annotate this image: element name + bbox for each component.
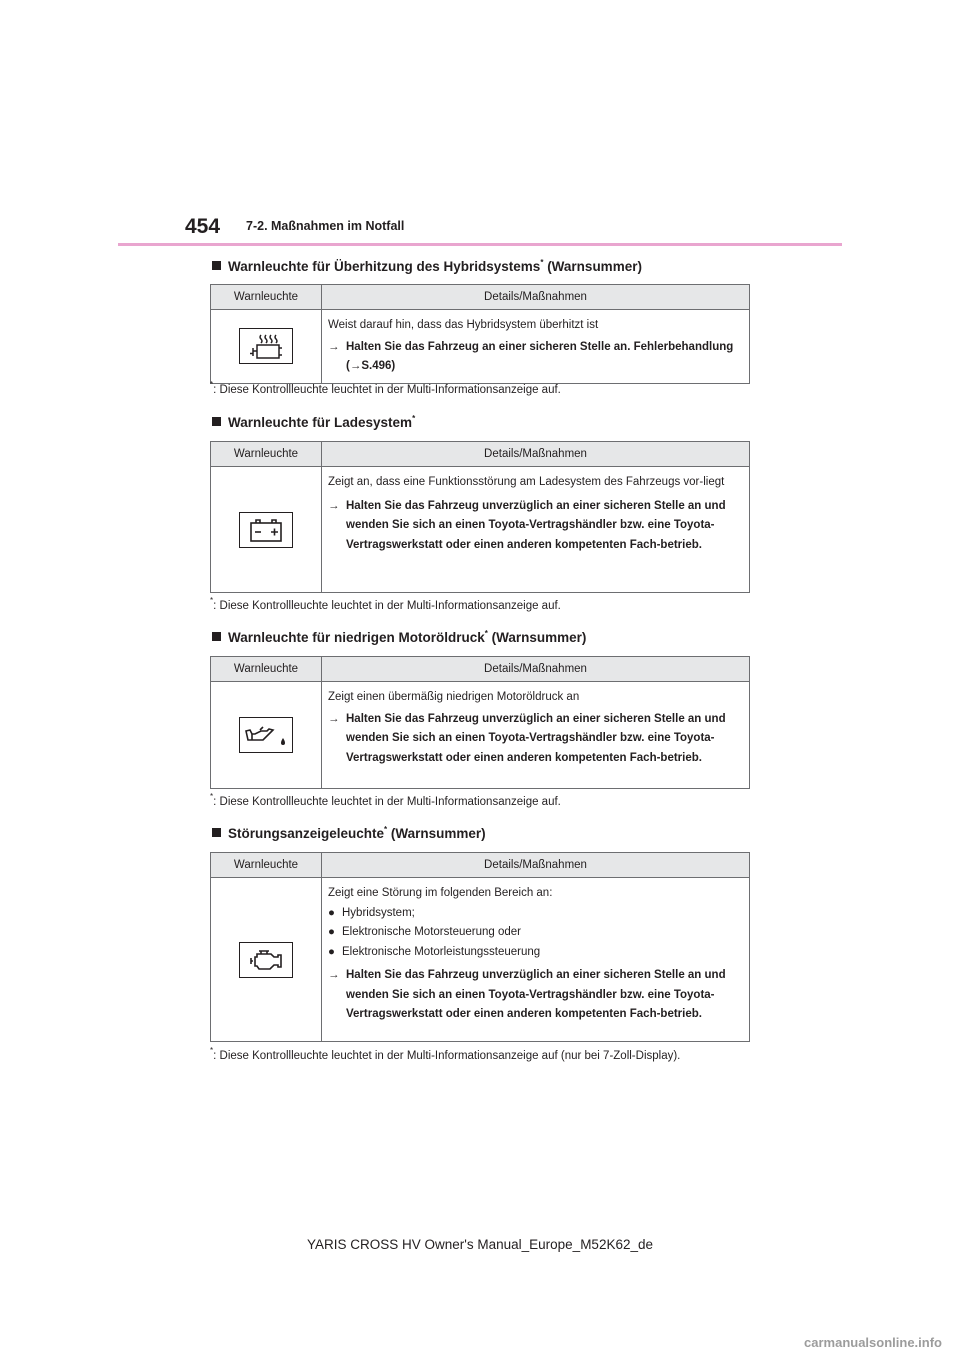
page-number: 454 xyxy=(185,215,221,238)
bullet-icon: ● xyxy=(328,906,335,919)
column-header-details: Details/Maßnahmen xyxy=(322,285,750,310)
action-instruction: → Halten Sie das Fahrzeug unverzüglich an einer sicheren Stelle an und wenden Sie sich an einen Toyota-Vertragshändler bzw. eine Toyota-Vertragswerkstatt oder einen anderen kompetenten Fach-betrieb. xyxy=(328,966,743,1025)
footnote: *: Diese Kontrollleuchte leuchtet in der Multi-Informationsanzeige auf. xyxy=(210,380,561,396)
arrow-icon: → xyxy=(328,499,340,512)
warning-table-malfunction-indicator xyxy=(210,852,750,1042)
bullet-icon: ● xyxy=(328,945,335,958)
section-heading-oil-pressure: Warnleuchte für niedrigen Motoröldruck* (Warnsummer) xyxy=(212,630,586,645)
bullet-icon: ● xyxy=(328,926,335,938)
footnote: *: Diese Kontrollleuchte leuchtet in der Multi-Informationsanzeige auf. xyxy=(210,792,561,808)
description-text: Zeigt einen übermäßig niedrigen Motoröldruck an xyxy=(328,691,580,703)
check-engine-icon xyxy=(239,942,293,978)
footnote: *: Diese Kontrollleuchte leuchtet in der Multi-Informationsanzeige auf. xyxy=(210,596,561,612)
column-header-warnleuchte: Warnleuchte xyxy=(211,442,322,467)
action-instruction: → Halten Sie das Fahrzeug an einer sicheren Stelle an. Fehlerbehandlung (→S.496) xyxy=(328,338,743,377)
square-bullet-icon xyxy=(212,417,221,426)
arrow-icon: → xyxy=(328,340,340,353)
watermark: carmanualsonline.info xyxy=(804,1335,942,1350)
footnote: *: Diese Kontrollleuchte leuchtet in der Multi-Informationsanzeige auf (nur bei 7-Zoll-Display). xyxy=(210,1046,681,1062)
section-heading-malfunction-indicator: Störungsanzeigeleuchte* (Warnsummer) xyxy=(212,826,486,841)
column-header-details: Details/Maßnahmen xyxy=(322,442,750,467)
section-reference: 7-2. Maßnahmen im Notfall xyxy=(246,219,405,233)
description-text: Weist darauf hin, dass das Hybridsystem überhitzt ist xyxy=(328,319,599,331)
manual-footer: YARIS CROSS HV Owner's Manual_Europe_M52K62_de xyxy=(307,1237,653,1252)
column-header-warnleuchte: Warnleuchte xyxy=(211,285,322,310)
list-item: ● Hybridsystem; xyxy=(328,904,743,924)
column-header-warnleuchte: Warnleuchte xyxy=(211,853,322,878)
section-heading-charging-system: Warnleuchte für Ladesystem* xyxy=(212,415,415,430)
description-text: Zeigt an, dass eine Funktionsstörung am Ladesystem des Fahrzeugs vor-liegt xyxy=(328,476,725,488)
action-instruction: → Halten Sie das Fahrzeug unverzüglich an einer sicheren Stelle an und wenden Sie sich an einen Toyota-Vertragshändler bzw. eine Toyota-Vertragswerkstatt oder einen anderen kompetenten Fach-betrieb. xyxy=(328,710,743,769)
square-bullet-icon xyxy=(212,632,221,641)
action-instruction: → Halten Sie das Fahrzeug unverzüglich an einer sicheren Stelle an und wenden Sie sich an einen Toyota-Vertragshändler bzw. eine Toyota-Vertragswerkstatt oder einen anderen kompetenten Fach-betrieb. xyxy=(328,497,743,556)
column-header-details: Details/Maßnahmen xyxy=(322,853,750,878)
warning-table-hybrid-overheat xyxy=(210,284,750,384)
column-header-warnleuchte: Warnleuchte xyxy=(211,657,322,682)
arrow-icon: → xyxy=(328,969,340,981)
charging-system-battery-icon xyxy=(239,512,293,548)
square-bullet-icon xyxy=(212,828,221,837)
hybrid-system-overheat-icon xyxy=(239,328,293,364)
warning-table-oil-pressure xyxy=(210,656,750,789)
list-item: ● Elektronische Motorleistungssteuerung xyxy=(328,943,743,963)
description-text: Zeigt eine Störung im folgenden Bereich an: xyxy=(328,887,553,899)
list-item: ● Elektronische Motorsteuerung oder xyxy=(328,923,743,943)
oil-pressure-icon xyxy=(239,717,293,753)
section-heading-hybrid-overheat: Warnleuchte für Überhitzung des Hybridsystems* (Warnsummer) xyxy=(212,259,642,274)
header-divider xyxy=(118,243,842,246)
warning-table-charging-system xyxy=(210,441,750,593)
column-header-details: Details/Maßnahmen xyxy=(322,657,750,682)
arrow-icon: → xyxy=(328,712,340,725)
square-bullet-icon xyxy=(212,261,221,270)
